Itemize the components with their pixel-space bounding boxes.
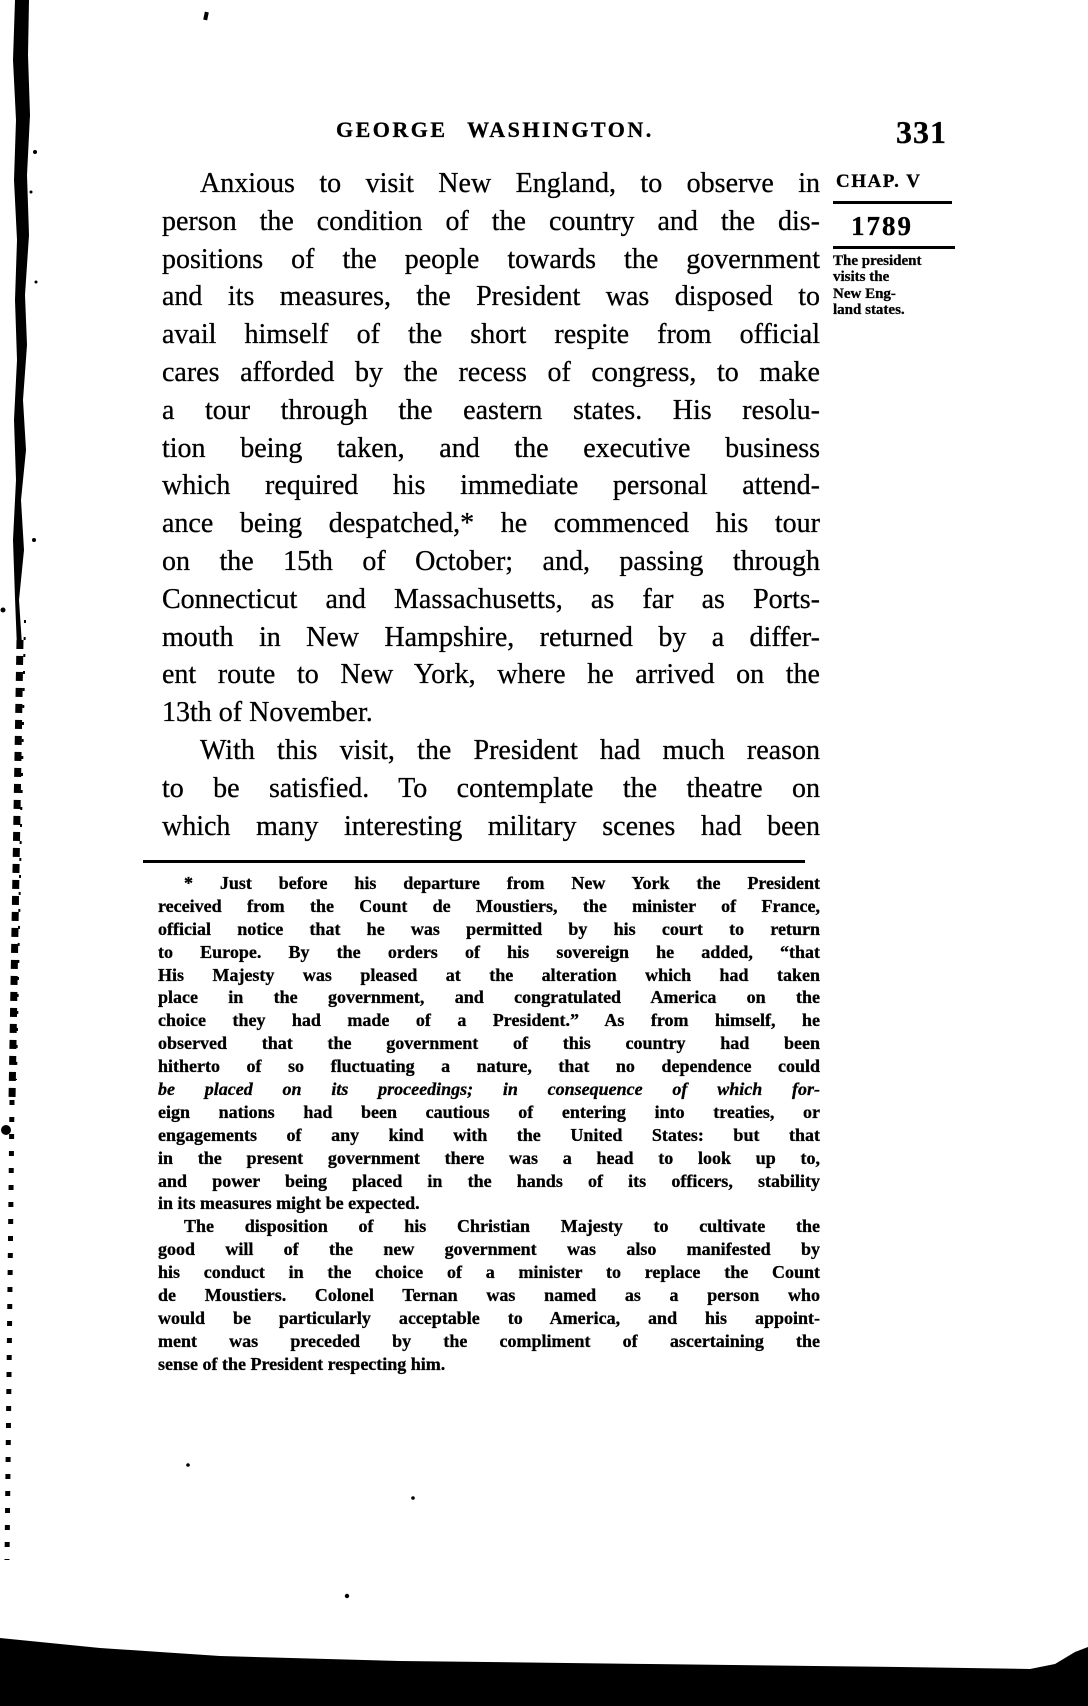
text-line: and its measures, the President was disposed to — [162, 281, 820, 313]
text-line: would be particularly acceptable to America, and his appoint- — [158, 1307, 820, 1328]
text-line: With this visit, the President had much reason — [200, 734, 820, 766]
scan-speck — [411, 1496, 415, 1500]
text-line: ance being despatched,* he commenced his tour — [162, 508, 820, 540]
text-line: in its measures might be expected. — [158, 1193, 420, 1214]
text-line: received from the Count de Moustiers, the minister of France, — [158, 895, 820, 916]
chapter-heading: CHAP. V — [836, 171, 922, 192]
text-line: Connecticut and Massachusetts, as far as Ports- — [162, 583, 820, 615]
text-line: The president — [833, 253, 922, 269]
text-line: The disposition of his Christian Majesty to cultivate the — [184, 1216, 820, 1237]
page-number: 331 — [896, 114, 947, 150]
text-line: mouth in New Hampshire, returned by a differ- — [162, 621, 820, 653]
text-line: his conduct in the choice of a minister to replace the Count — [158, 1262, 820, 1283]
text-line: official notice that he was permitted by his court to return — [158, 918, 820, 939]
text-line: avail himself of the short respite from official — [162, 319, 820, 351]
text-line: engagements of any kind with the United States: but that — [158, 1124, 820, 1145]
text-line: to be satisfied. To contemplate the theatre on — [162, 772, 820, 804]
margin-rule — [833, 201, 952, 204]
text-line: New Eng- — [833, 285, 896, 302]
text-line: choice they had made of a President.” As from himself, he — [158, 1010, 820, 1031]
text-line: and power being placed in the hands of its officers, stability — [158, 1170, 820, 1191]
binding-shadow — [13, 0, 30, 648]
text-line: in the present government there was a head to look up to, — [158, 1147, 820, 1168]
text-line: visits the — [833, 269, 890, 286]
text-line: tion being taken, and the executive business — [162, 432, 820, 464]
text-line: observed that the government of this country had been — [158, 1033, 820, 1054]
text-line: land states. — [833, 302, 905, 319]
text-line: ment was preceded by the compliment of ascertaining the — [158, 1330, 820, 1351]
text-line: a tour through the eastern states. His resolu- — [162, 394, 820, 426]
body-text — [162, 165, 820, 845]
text-line: positions of the people towards the government — [162, 243, 820, 275]
text-line: * Just before his departure from New York the President — [184, 873, 820, 893]
footnote-text — [158, 872, 820, 1376]
text-line: be placed on its proceedings; in consequence of which for- — [158, 1079, 820, 1100]
text-line: person the condition of the country and the dis- — [162, 205, 820, 237]
text-line: ent route to New York, where he arrived on the — [162, 659, 820, 691]
text-line: de Moustiers. Colonel Ternan was named as a person who — [158, 1285, 820, 1306]
margin-rule — [833, 246, 955, 249]
text-line: which required his immediate personal attend- — [162, 470, 820, 502]
scan-speck — [186, 1463, 190, 1467]
year-label: 1789 — [851, 211, 913, 241]
text-line: to Europe. By the orders of his sovereign he added, “that — [158, 941, 820, 962]
marginal-sidenote — [833, 253, 973, 319]
text-line: sense of the President respecting him. — [158, 1353, 446, 1374]
text-line: 13th of November. — [162, 697, 373, 729]
scan-speck — [203, 12, 209, 21]
text-line: eign nations had been cautious of entering into treaties, or — [158, 1101, 820, 1122]
text-line: hitherto of so fluctuating a nature, that no dependence could — [158, 1056, 820, 1077]
text-line: cares afforded by the recess of congress, to make — [162, 356, 820, 388]
page-bottom-shadow — [0, 1638, 1088, 1706]
footnote-separator-rule — [143, 860, 805, 863]
text-line: on the 15th of October; and, passing through — [162, 545, 820, 577]
text-line: which many interesting military scenes had been — [162, 810, 820, 842]
text-line: Anxious to visit New England, to observe in — [200, 168, 820, 199]
running-head: GEORGE WASHINGTON. — [336, 117, 654, 142]
scan-speck — [345, 1594, 349, 1598]
text-line: His Majesty was pleased at the alteration which had taken — [158, 964, 820, 985]
text-line: good will of the new government was also manifested by — [158, 1239, 820, 1260]
text-line: place in the government, and congratulated America on the — [158, 987, 820, 1008]
